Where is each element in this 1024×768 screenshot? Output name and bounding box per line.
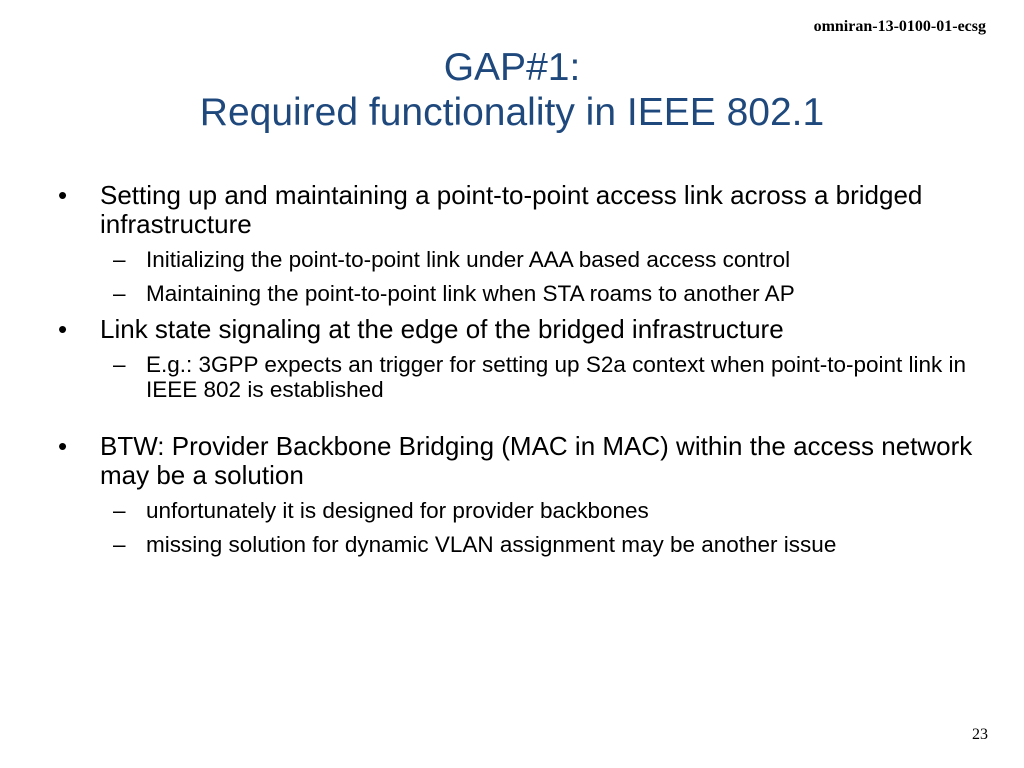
sub-bullet-text: Initializing the point-to-point link under AAA based access control xyxy=(146,247,791,272)
spacer xyxy=(58,411,978,432)
sub-bullet-item xyxy=(58,281,978,306)
bullet-text: Setting up and maintaining a point-to-point access link across a bridged infrastructure xyxy=(100,180,923,239)
bullet-marker-icon: • xyxy=(58,314,68,344)
sub-bullet-text: missing solution for dynamic VLAN assignment may be another issue xyxy=(146,532,837,557)
dash-marker-icon: – xyxy=(113,498,126,523)
bullet-item xyxy=(58,315,978,344)
slide-body xyxy=(58,181,978,566)
bullet-item xyxy=(58,432,978,490)
dash-marker-icon: – xyxy=(113,247,126,272)
slide-title-line-2: Required functionality in IEEE 802.1 xyxy=(199,91,825,134)
page-number: 23 xyxy=(972,726,988,743)
dash-marker-icon: – xyxy=(113,352,126,377)
sub-bullet-item xyxy=(58,352,978,402)
sub-bullet-item xyxy=(58,247,978,272)
bullet-text: Link state signaling at the edge of the bridged infrastructure xyxy=(100,314,784,344)
bullet-text: BTW: Provider Backbone Bridging (MAC in MAC) within the access network may be a solution xyxy=(100,431,973,490)
dash-marker-icon: – xyxy=(113,281,126,306)
dash-marker-icon: – xyxy=(113,532,126,557)
bullet-marker-icon: • xyxy=(58,431,68,461)
sub-bullet-item xyxy=(58,498,978,523)
bullet-item xyxy=(58,181,978,239)
sub-bullet-text: unfortunately it is designed for provider backbones xyxy=(146,498,649,523)
sub-bullet-text: E.g.: 3GPP expects an trigger for setting up S2a context when point-to-point link in IEEE 802 is established xyxy=(146,352,967,402)
slide-title-line-1: GAP#1: xyxy=(443,46,581,89)
sub-bullet-text: Maintaining the point-to-point link when STA roams to another AP xyxy=(146,281,795,306)
slide-title xyxy=(0,45,1024,135)
document-id: omniran-13-0100-01-ecsg xyxy=(813,18,986,35)
bullet-marker-icon: • xyxy=(58,180,68,210)
sub-bullet-item xyxy=(58,532,978,557)
